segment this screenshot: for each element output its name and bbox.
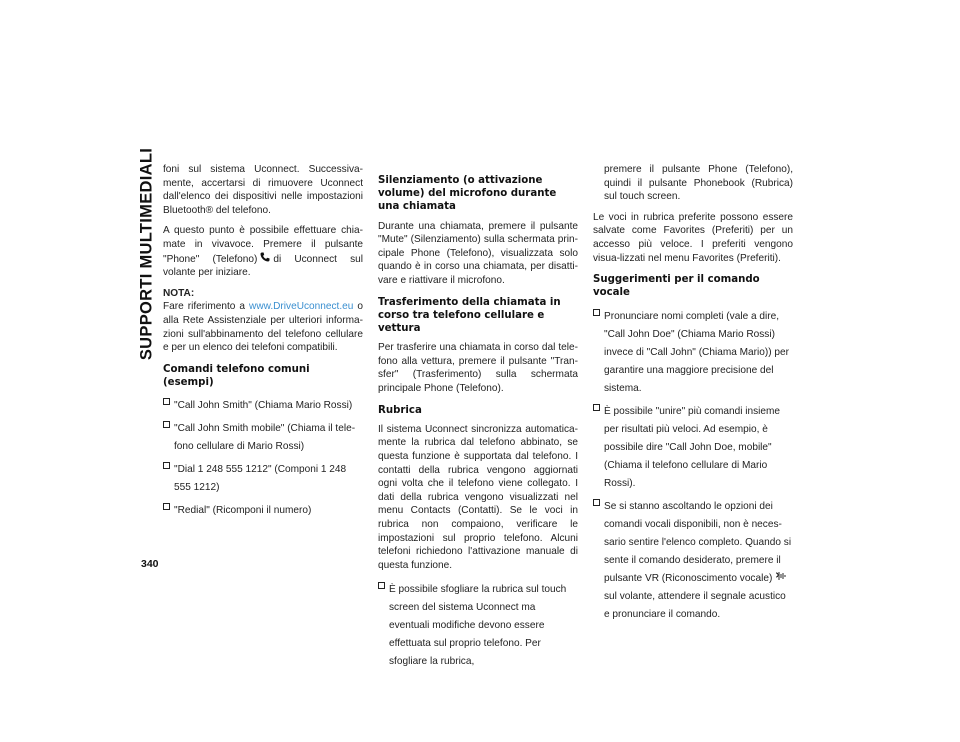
voice-recognition-icon [775, 571, 787, 586]
checkbox-bullet-icon [378, 582, 385, 589]
paragraph-continued: premere il pulsante Phone (Telefono), quindi il pulsante Phonebook (Rubrica) sul touch screen. [604, 164, 793, 203]
paragraph: Per trasferire una chiamata in corso dal tele-fono alla vettura, premere il pulsante "Tran-sfer" (Trasferimento) sulla schermata principale Phone (Telefono). [378, 342, 578, 394]
heading-transfer: Trasferimento della chiamata in corso tra telefono cellulare e vettura [378, 296, 561, 334]
checkbox-bullet-icon [163, 462, 170, 469]
column-1 [163, 163, 363, 524]
checkbox-bullet-icon [593, 404, 600, 411]
checkbox-bullet-icon [163, 421, 170, 428]
paragraph: foni sul sistema Uconnect. Successiva-mente, accertarsi di rimuovere Uconnect dall'elenco dei dispositivi nelle impostazioni Bluetooth® del telefono. [163, 164, 363, 216]
list-item: "Call John Smith mobile" (Chiama il tele-fono cellulare di Mario Rossi) [163, 418, 363, 454]
paragraph: Durante una chiamata, premere il pulsante "Mute" (Silenziamento) sulla schermata prin-cipale Phone (Telefono), visualizzata solo quando è in corso una chiamata, per disatti-vare e riattivare il microfono. [378, 220, 578, 286]
paragraph: Il sistema Uconnect sincronizza automatica-mente la rubrica dal telefono abbinato, se questa funzione è supportata dal telefono. I contatti della rubrica vengono aggiornati ogni volta che il telefono viene collegato. I dati della rubrica vengono visualizzati nel menu Contacts (Contatti). Se le voci in rubrica non compaiono, verificare le impostazioni sul proprio telefono. Alcuni telefoni richiedono l'attivazione manuale di questa funzione. [378, 423, 578, 571]
heading-voice-tips: Suggerimenti per il comando vocale [593, 274, 760, 299]
list-item: Se si stanno ascoltando le opzioni dei comandi vocali disponibili, non è neces-sario sentire l'elenco completo. Quando si sente il comando desiderato, premere il pulsante VR (Riconoscimento vocale)sul volante, attendere il segnale acustico e pronunciare il comando. [593, 496, 793, 622]
note-text: Fare riferimento a www.DriveUconnect.eu o alla Rete Assistenziale per ulteriori informa-zioni sull'abbinamento del telefono cellulare e per un elenco dei telefoni compatibili. [163, 301, 363, 354]
heading-mute: Silenziamento (o attivazione volume) del microfono durante una chiamata [378, 175, 557, 213]
list-item: È possibile sfogliare la rubrica sul touch screen del sistema Uconnect ma eventuali modifiche devono essere effettuata sul proprio telefono. Per sfogliare la rubrica, [378, 579, 578, 669]
page-number: 340 [141, 558, 159, 570]
voice-tips-list [593, 306, 793, 622]
list-item: "Call John Smith" (Chiama Mario Rossi) [163, 395, 363, 413]
heading-phone-commands: Comandi telefono comuni (esempi) [163, 363, 310, 388]
heading-phonebook: Rubrica [378, 404, 422, 416]
checkbox-bullet-icon [593, 499, 600, 506]
checkbox-bullet-icon [163, 503, 170, 510]
driveuconnect-link[interactable]: www.DriveUconnect.eu [249, 301, 354, 313]
list-item: È possibile "unire" più comandi insieme per risultati più veloci. Ad esempio, è possibile dire "Call John Doe, mobile" (Chiama il telefono cellulare di Mario Rossi). [593, 401, 793, 491]
phone-icon [260, 252, 270, 267]
list-item: "Dial 1 248 555 1212" (Componi 1 248 555 1212) [163, 459, 363, 495]
paragraph: A questo punto è possibile effettuare chia-mate in vivavoce. Premere il pulsante "Phone" (Telefono) di Uconnect sul volante per iniziare. [163, 225, 363, 279]
checkbox-bullet-icon [593, 309, 600, 316]
column-3 [593, 163, 793, 628]
phone-commands-list [163, 395, 363, 518]
list-item: Pronunciare nomi completi (vale a dire, "Call John Doe" (Chiama Mario Rossi) invece di "Call John" (Chiama Mario)) per garantire una maggiore precisione del sistema. [593, 306, 793, 396]
checkbox-bullet-icon [163, 398, 170, 405]
section-title: SUPPORTI MULTIMEDIALI [137, 147, 156, 361]
paragraph: Le voci in rubrica preferite possono essere salvate come Favorites (Preferiti) per un accesso più veloce. I preferiti vengono visua-lizzati nel menu Favorites (Preferiti). [593, 211, 793, 264]
note-label: NOTA: [163, 287, 195, 299]
phonebook-list [378, 579, 578, 669]
column-2 [378, 163, 578, 675]
list-item: "Redial" (Ricomponi il numero) [163, 500, 363, 518]
